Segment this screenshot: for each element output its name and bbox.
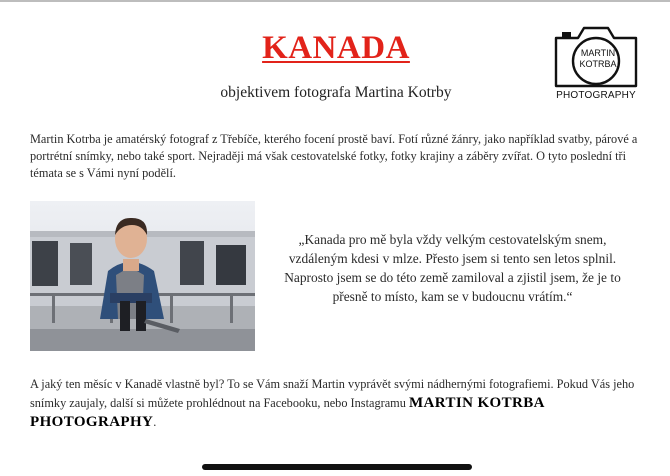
top-border: [0, 0, 670, 2]
portrait-photo: [30, 201, 255, 351]
quote-line: přesně to místo, kam se v budoucnu vrátím.“: [332, 289, 573, 304]
page-subtitle: objektivem fotografa Martina Kotrby: [220, 84, 452, 101]
logo-caption: PHOTOGRAPHY: [556, 90, 636, 101]
quote-line: „Kanada pro mě byla vždy velkým cestovatelským snem,: [298, 232, 607, 247]
intro-paragraph: Martin Kotrba je amatérský fotograf z Třebíče, kterého focení prostě baví. Fotí různé žánry, jako například svatby, párové a portrétní snímky, nebo také sport. Nejraději má však cestovatelské fotky, fotky krajiny a záběry zvířat. O tyto poslední tři témata se s Vámi nyní podělí.: [30, 132, 638, 180]
outro-paragraph: [30, 375, 650, 432]
outro-text: A jaký ten měsíc v Kanadě vlastně byl? To se Vám snaží Martin vyprávět svými nádhernými fotografiemi. Pokud Vás jeho snímky zaujaly, další si můžete prohlédnout na Facebooku, nebo Instagramu: [30, 377, 635, 410]
logo-name-line2: KOTRBA: [579, 59, 617, 69]
brand-name: MARTIN KOTRBA PHOTOGRAPHY: [30, 395, 545, 430]
logo-name-line1: MARTIN: [580, 48, 616, 58]
quote-line: vzdáleným kdesi v mlze. Přesto jsem si tento sen letos splnil.: [288, 251, 617, 266]
outro-end: .: [153, 415, 157, 429]
portrait-photo-illustration: [30, 201, 255, 351]
page-title: KANADA: [262, 30, 410, 66]
quote-line: Naprosto jsem se do této země zamiloval a zjistil jsem, že je to: [284, 270, 621, 285]
photography-logo: [548, 24, 644, 104]
home-indicator[interactable]: [202, 464, 472, 470]
quote-block: [270, 230, 635, 306]
logo-name: [572, 48, 624, 70]
